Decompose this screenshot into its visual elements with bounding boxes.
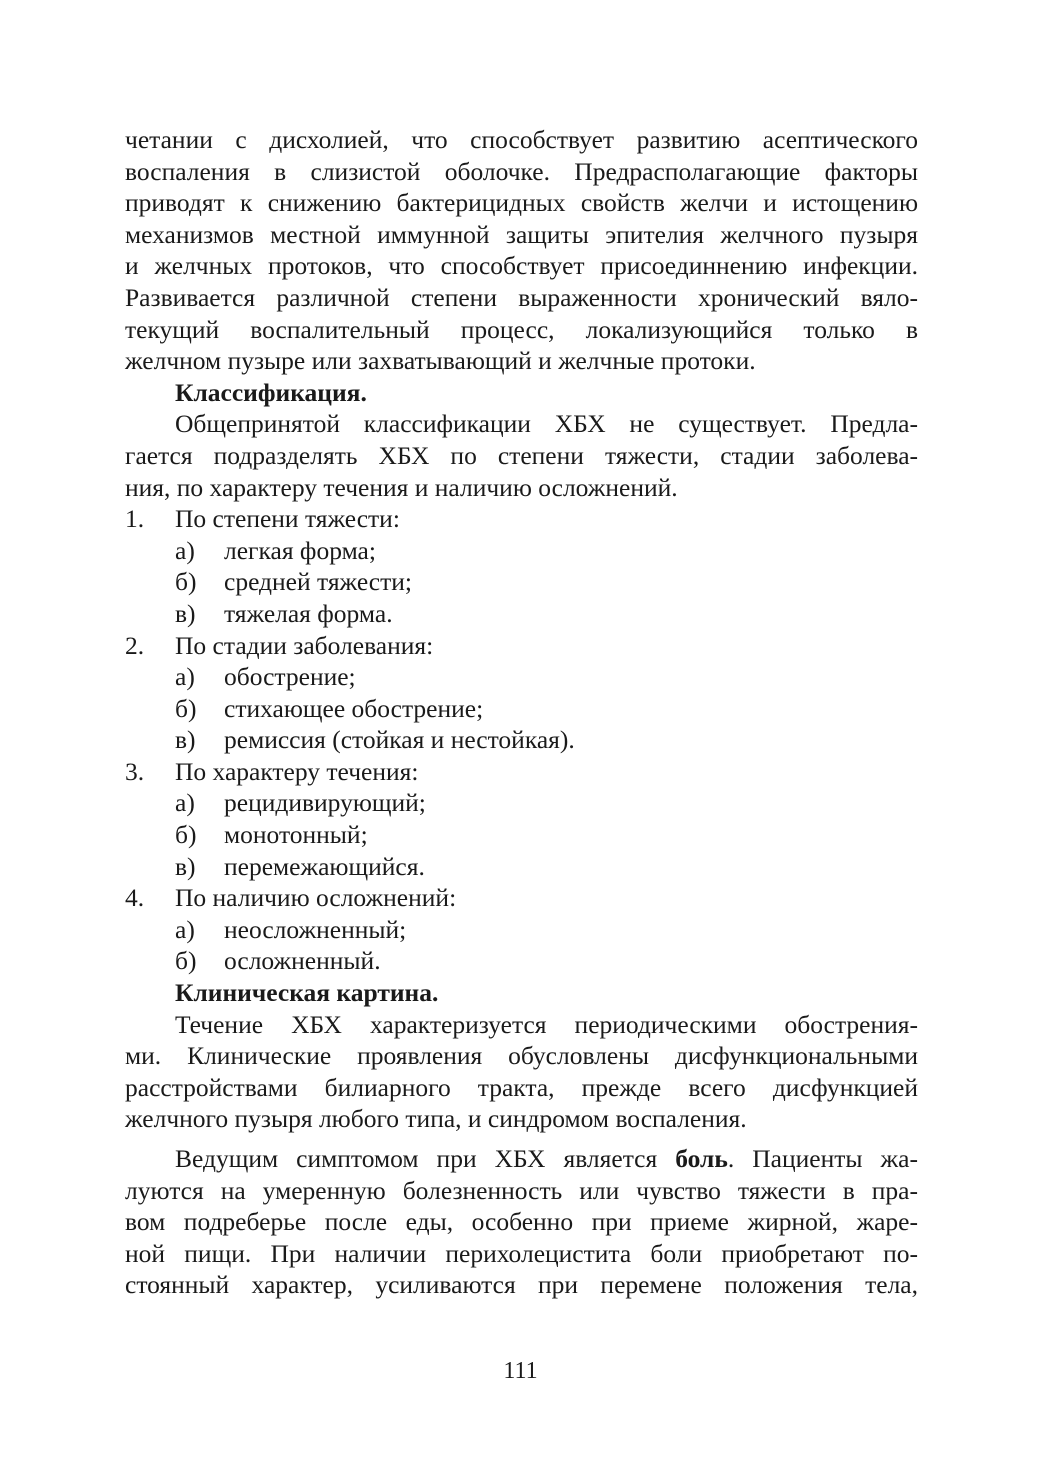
sub-list-item — [125, 535, 918, 567]
sub-list-label: ремиссия (стойкая и нестойкая). — [224, 725, 575, 755]
sub-list-label: стихающее обострение; — [224, 693, 484, 723]
sub-list-letter: б) — [175, 946, 197, 976]
sub-list-item — [125, 566, 918, 598]
text-line: ми. Клинические проявления обусловлены дисфункциональными — [125, 1041, 918, 1071]
paragraph-clinical-course — [125, 1009, 918, 1135]
text-line: желчном пузыре или захватывающий и желчные протоки. — [125, 346, 756, 376]
text-line — [125, 1143, 918, 1175]
text-line: воспаления в слизистой оболочке. Предрасполагающие факторы — [125, 156, 918, 186]
sub-list-letter: а) — [175, 662, 195, 692]
text-run: Ведущим симптомом при ХБХ является — [175, 1144, 676, 1173]
text-line: луются на умеренную болезненность или чувство тяжести в пра- — [125, 1175, 918, 1205]
sub-list-letter: в) — [175, 851, 196, 881]
list-label: По стадии заболевания: — [175, 630, 434, 660]
sub-list-item — [125, 819, 918, 851]
sub-list-letter: в) — [175, 598, 196, 628]
text-line: четании с дисхолией, что способствует развитию асептического — [125, 125, 918, 154]
sub-list-item — [125, 945, 918, 977]
list-number: 1. — [125, 504, 145, 534]
text-line: Общепринятой классификации ХБХ не существует. Предла- — [175, 409, 918, 439]
sub-list-label: неосложненный; — [224, 914, 407, 944]
text-line: стоянный характер, усиливаются при перемене положения тела, — [125, 1270, 918, 1300]
list-item — [125, 630, 918, 662]
list-item — [125, 756, 918, 788]
text-line: Развивается различной степени выраженности хронический вяло- — [125, 282, 918, 312]
sub-list-label: средней тяжести; — [224, 567, 412, 597]
sub-list-letter: а) — [175, 788, 195, 818]
sub-list-item — [125, 724, 918, 756]
text-line: текущий воспалительный процесс, локализующийся только в — [125, 314, 918, 344]
page-number: 111 — [503, 1358, 538, 1384]
sub-list-letter: б) — [175, 693, 197, 723]
list-item — [125, 503, 918, 535]
list-label: По наличию осложнений: — [175, 883, 457, 913]
text-line: расстройствами билиарного тракта, прежде всего дисфункцией — [125, 1072, 918, 1102]
sub-list-letter: а) — [175, 535, 195, 565]
text-line: Течение ХБХ характеризуется периодическими обострения- — [175, 1009, 918, 1039]
sub-list-label: осложненный. — [224, 946, 381, 976]
sub-list-label: рецидивирующий; — [224, 788, 426, 818]
paragraph-intro — [125, 124, 918, 377]
text-line: гается подразделять ХБХ по степени тяжести, стадии заболева- — [125, 440, 918, 470]
heading-clinical-picture: Клиническая картина. — [175, 978, 439, 1008]
list-number: 4. — [125, 883, 145, 913]
text-line: желчного пузыря любого типа, и синдромом воспаления. — [125, 1104, 747, 1134]
text-line: приводят к снижению бактерицидных свойств желчи и истощению — [125, 188, 918, 218]
sub-list-item — [125, 693, 918, 725]
sub-list-item — [125, 787, 918, 819]
sub-list-item — [125, 914, 918, 946]
sub-list-item — [125, 851, 918, 883]
paragraph-classification-intro — [125, 408, 918, 503]
text-line: и желчных протоков, что способствует присоединнению инфекции. — [125, 251, 918, 281]
list-number: 2. — [125, 630, 145, 660]
text-line: вом подреберье после еды, особенно при приеме жирной, жаре- — [125, 1207, 918, 1237]
list-label: По характеру течения: — [175, 756, 419, 786]
text-run: . Пациенты жа- — [727, 1144, 918, 1173]
paragraph-leading-symptom — [125, 1143, 918, 1301]
page-body — [125, 124, 918, 1301]
heading-classification: Классификация. — [175, 377, 367, 407]
sub-list-label: монотонный; — [224, 820, 368, 850]
list-number: 3. — [125, 756, 145, 786]
sub-list-letter: б) — [175, 567, 197, 597]
sub-list-label: обострение; — [224, 662, 356, 692]
sub-list-letter: а) — [175, 914, 195, 944]
sub-list-letter: б) — [175, 820, 197, 850]
list-item — [125, 882, 918, 914]
bold-term: боль — [675, 1144, 728, 1173]
text-line: ной пищи. При наличии перихолецистита боли приобретают по- — [125, 1238, 918, 1268]
list-label: По степени тяжести: — [175, 504, 400, 534]
sub-list-letter: в) — [175, 725, 196, 755]
sub-list-label: легкая форма; — [224, 535, 376, 565]
sub-list-item — [125, 598, 918, 630]
sub-list-item — [125, 661, 918, 693]
text-line: механизмов местной иммунной защиты эпителия желчного пузыря — [125, 219, 918, 249]
classification-list — [125, 503, 918, 977]
sub-list-label: перемежающийся. — [224, 851, 425, 881]
sub-list-label: тяжелая форма. — [224, 598, 393, 628]
text-line: ния, по характеру течения и наличию осложнений. — [125, 472, 678, 502]
